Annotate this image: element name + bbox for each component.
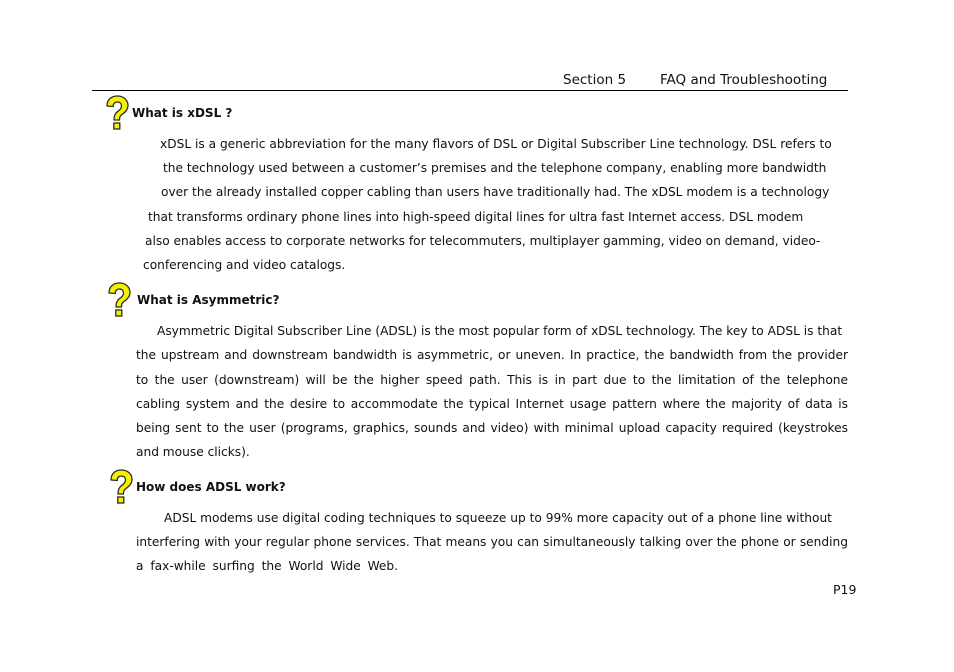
page-number: P19 <box>833 582 857 597</box>
faq-question-3: How does ADSL work? <box>136 480 286 494</box>
faq-2-line-3: to the user (downstream) will be the higher speed path. This is in part due to the limitation of the telephone <box>136 373 848 387</box>
faq-1-line-5: also enables access to corporate networks for telecommuters, multiplayer gamming, video on demand, video- <box>145 234 821 248</box>
faq-2-line-1: Asymmetric Digital Subscriber Line (ADSL) is the most popular form of xDSL technology. The key to ADSL is that <box>157 324 843 338</box>
faq-1-line-2: the technology used between a customer’s premises and the telephone company, enabling more bandwidth <box>163 161 827 175</box>
question-mark-icon <box>106 282 132 318</box>
faq-2-line-5: being sent to the user (programs, graphics, sounds and video) with minimal upload capacity required (keystrokes <box>136 421 848 435</box>
faq-3-line-3: a fax-while surfing the World Wide Web. <box>136 559 399 573</box>
faq-question-2: What is Asymmetric? <box>137 293 280 307</box>
question-mark-icon <box>108 469 134 505</box>
question-mark-icon <box>104 95 130 131</box>
faq-1-line-6: conferencing and video catalogs. <box>143 258 346 272</box>
faq-question-1: What is xDSL ? <box>132 106 233 120</box>
faq-2-line-6: and mouse clicks). <box>136 445 250 459</box>
faq-3-line-1: ADSL modems use digital coding techniques to squeeze up to 99% more capacity out of a phone line without <box>164 511 832 525</box>
faq-1-line-1: xDSL is a generic abbreviation for the many flavors of DSL or Digital Subscriber Line technology. DSL refers to <box>160 137 832 151</box>
section-label: Section 5 <box>563 72 627 88</box>
section-title: FAQ and Troubleshooting <box>660 72 828 88</box>
faq-2-line-4: cabling system and the desire to accommodate the typical Internet usage pattern where the majority of data is <box>136 397 848 411</box>
page-header <box>92 72 848 91</box>
faq-3-line-2: interfering with your regular phone services. That means you can simultaneously talking over the phone or sending <box>136 535 848 549</box>
faq-2-line-2: the upstream and downstream bandwidth is asymmetric, or uneven. In practice, the bandwidth from the provider <box>136 348 848 362</box>
faq-1-line-3: over the already installed copper cabling than users have traditionally had. The xDSL modem is a technology <box>161 185 830 199</box>
faq-1-line-4: that transforms ordinary phone lines into high-speed digital lines for ultra fast Internet access. DSL modem <box>148 210 804 224</box>
